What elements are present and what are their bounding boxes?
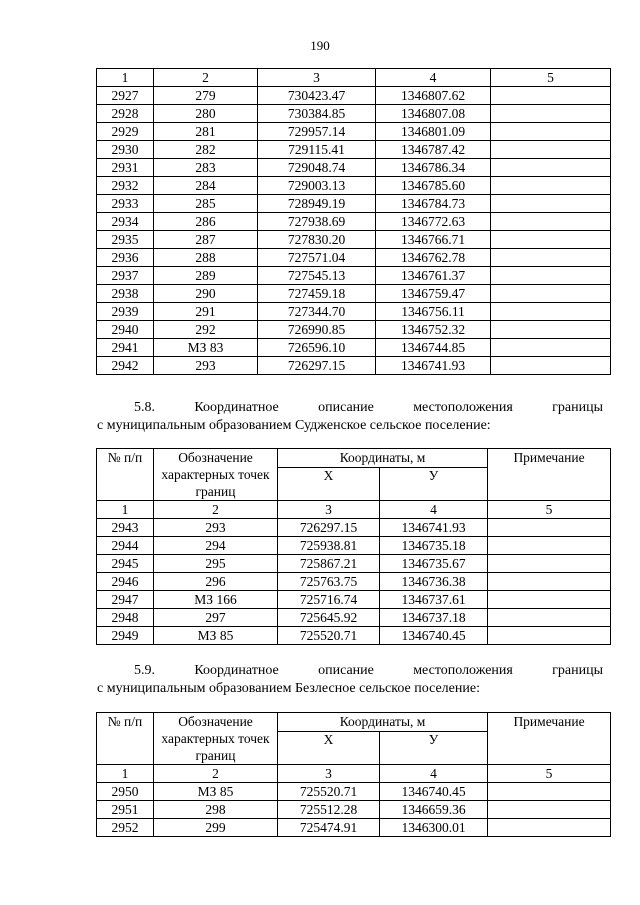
table-row — [97, 87, 611, 105]
point-designation-cell: 280 — [154, 105, 258, 123]
col-number: 5 — [488, 501, 611, 519]
x-coordinate-cell: 725512.28 — [278, 801, 380, 819]
x-coordinate-cell: 728949.19 — [258, 195, 376, 213]
table-row — [97, 591, 611, 609]
note-cell — [491, 159, 611, 177]
table-row — [97, 783, 611, 801]
y-coordinate-cell: 1346766.71 — [376, 231, 491, 249]
note-cell — [488, 819, 611, 837]
col-number: 3 — [278, 765, 380, 783]
row-number-cell: 2928 — [97, 105, 154, 123]
point-designation-cell: 297 — [154, 609, 278, 627]
point-designation-cell: 293 — [154, 519, 278, 537]
section-5-9-heading — [97, 662, 603, 698]
x-coordinate-cell: 725645.92 — [278, 609, 380, 627]
y-coordinate-cell: 1346801.09 — [376, 123, 491, 141]
col-number: 1 — [97, 69, 154, 87]
column-number-row — [97, 69, 611, 87]
point-designation-cell: 286 — [154, 213, 258, 231]
coordinates-table-continued — [96, 68, 611, 375]
table-row — [97, 105, 611, 123]
x-coordinate-cell: 725520.71 — [278, 783, 380, 801]
column-number-row — [97, 501, 611, 519]
heading-word: Координатное — [194, 400, 279, 415]
header-num: № п/п — [97, 713, 154, 765]
row-number-cell: 2946 — [97, 573, 154, 591]
header-y: У — [380, 732, 488, 765]
heading-word: описание — [318, 663, 374, 678]
point-designation-cell: 289 — [154, 267, 258, 285]
row-number-cell: 2932 — [97, 177, 154, 195]
column-number-row — [97, 765, 611, 783]
section-5-8-heading — [97, 399, 603, 435]
table-row — [97, 285, 611, 303]
y-coordinate-cell: 1346737.18 — [380, 609, 488, 627]
heading-word: границы — [552, 400, 603, 415]
col-number: 5 — [488, 765, 611, 783]
table-row — [97, 303, 611, 321]
header-y: У — [380, 468, 488, 501]
y-coordinate-cell: 1346741.93 — [380, 519, 488, 537]
header-note: Примечание — [488, 713, 611, 765]
col-number: 3 — [278, 501, 380, 519]
y-coordinate-cell: 1346786.34 — [376, 159, 491, 177]
y-coordinate-cell: 1346740.45 — [380, 783, 488, 801]
row-number-cell: 2950 — [97, 783, 154, 801]
col-number: 2 — [154, 69, 258, 87]
x-coordinate-cell: 726990.85 — [258, 321, 376, 339]
section-number: 5.8. — [134, 400, 155, 415]
row-number-cell: 2933 — [97, 195, 154, 213]
row-number-cell: 2931 — [97, 159, 154, 177]
row-number-cell: 2952 — [97, 819, 154, 837]
y-coordinate-cell: 1346300.01 — [380, 819, 488, 837]
row-number-cell: 2944 — [97, 537, 154, 555]
table-row — [97, 195, 611, 213]
row-number-cell: 2951 — [97, 801, 154, 819]
y-coordinate-cell: 1346807.08 — [376, 105, 491, 123]
header-coordinates: Координаты, м — [278, 449, 488, 468]
row-number-cell: 2943 — [97, 519, 154, 537]
y-coordinate-cell: 1346762.78 — [376, 249, 491, 267]
point-designation-cell: 291 — [154, 303, 258, 321]
header-x: Х — [278, 468, 380, 501]
note-cell — [491, 285, 611, 303]
row-number-cell: 2929 — [97, 123, 154, 141]
y-coordinate-cell: 1346807.62 — [376, 87, 491, 105]
y-coordinate-cell: 1346744.85 — [376, 339, 491, 357]
coordinates-table-bezlesnoe — [96, 712, 611, 837]
col-number: 4 — [380, 765, 488, 783]
x-coordinate-cell: 726297.15 — [278, 519, 380, 537]
point-designation-cell: 287 — [154, 231, 258, 249]
note-cell — [491, 141, 611, 159]
col-number: 2 — [154, 765, 278, 783]
x-coordinate-cell: 729003.13 — [258, 177, 376, 195]
x-coordinate-cell: 727344.70 — [258, 303, 376, 321]
note-cell — [491, 213, 611, 231]
row-number-cell: 2927 — [97, 87, 154, 105]
table-row — [97, 321, 611, 339]
table-row — [97, 555, 611, 573]
header-coordinates: Координаты, м — [278, 713, 488, 732]
table-row — [97, 231, 611, 249]
note-cell — [488, 591, 611, 609]
y-coordinate-cell: 1346785.60 — [376, 177, 491, 195]
table-row — [97, 213, 611, 231]
table-row — [97, 339, 611, 357]
col-number: 4 — [376, 69, 491, 87]
table-row — [97, 573, 611, 591]
point-designation-cell: МЗ 85 — [154, 627, 278, 645]
note-cell — [488, 555, 611, 573]
header-row — [97, 713, 611, 732]
table-row — [97, 519, 611, 537]
x-coordinate-cell: 725763.75 — [278, 573, 380, 591]
table-row — [97, 123, 611, 141]
header-designation: Обозначение характерных точек границ — [154, 713, 278, 765]
heading-word: описание — [318, 400, 374, 415]
note-cell — [491, 267, 611, 285]
point-designation-cell: 295 — [154, 555, 278, 573]
note-cell — [491, 231, 611, 249]
col-number: 1 — [97, 765, 154, 783]
header-designation: Обозначение характерных точек границ — [154, 449, 278, 501]
table-row — [97, 609, 611, 627]
y-coordinate-cell: 1346740.45 — [380, 627, 488, 645]
y-coordinate-cell: 1346659.36 — [380, 801, 488, 819]
header-note: Примечание — [488, 449, 611, 501]
y-coordinate-cell: 1346752.32 — [376, 321, 491, 339]
x-coordinate-cell: 725716.74 — [278, 591, 380, 609]
note-cell — [488, 573, 611, 591]
col-number: 1 — [97, 501, 154, 519]
y-coordinate-cell: 1346736.38 — [380, 573, 488, 591]
y-coordinate-cell: 1346756.11 — [376, 303, 491, 321]
note-cell — [491, 321, 611, 339]
heading-line: с муниципальным образованием Безлесное сельское поселение: — [97, 681, 480, 696]
y-coordinate-cell: 1346772.63 — [376, 213, 491, 231]
row-number-cell: 2947 — [97, 591, 154, 609]
header-x: Х — [278, 732, 380, 765]
x-coordinate-cell: 730423.47 — [258, 87, 376, 105]
x-coordinate-cell: 727459.18 — [258, 285, 376, 303]
x-coordinate-cell: 725867.21 — [278, 555, 380, 573]
point-designation-cell: 285 — [154, 195, 258, 213]
row-number-cell: 2940 — [97, 321, 154, 339]
note-cell — [491, 339, 611, 357]
point-designation-cell: 288 — [154, 249, 258, 267]
row-number-cell: 2936 — [97, 249, 154, 267]
table-row — [97, 249, 611, 267]
note-cell — [488, 609, 611, 627]
point-designation-cell: МЗ 166 — [154, 591, 278, 609]
y-coordinate-cell: 1346759.47 — [376, 285, 491, 303]
point-designation-cell: 293 — [154, 357, 258, 375]
row-number-cell: 2942 — [97, 357, 154, 375]
row-number-cell: 2937 — [97, 267, 154, 285]
point-designation-cell: 283 — [154, 159, 258, 177]
x-coordinate-cell: 726297.15 — [258, 357, 376, 375]
table-row — [97, 177, 611, 195]
point-designation-cell: 290 — [154, 285, 258, 303]
note-cell — [488, 627, 611, 645]
table-row — [97, 159, 611, 177]
note-cell — [491, 303, 611, 321]
table-row — [97, 267, 611, 285]
y-coordinate-cell: 1346741.93 — [376, 357, 491, 375]
row-number-cell: 2930 — [97, 141, 154, 159]
point-designation-cell: МЗ 85 — [154, 783, 278, 801]
row-number-cell: 2938 — [97, 285, 154, 303]
row-number-cell: 2949 — [97, 627, 154, 645]
row-number-cell: 2935 — [97, 231, 154, 249]
y-coordinate-cell: 1346784.73 — [376, 195, 491, 213]
table-row — [97, 801, 611, 819]
note-cell — [488, 537, 611, 555]
note-cell — [491, 87, 611, 105]
point-designation-cell: 292 — [154, 321, 258, 339]
heading-word: местоположения — [413, 663, 513, 678]
x-coordinate-cell: 727830.20 — [258, 231, 376, 249]
row-number-cell: 2941 — [97, 339, 154, 357]
x-coordinate-cell: 729957.14 — [258, 123, 376, 141]
x-coordinate-cell: 727938.69 — [258, 213, 376, 231]
header-row — [97, 449, 611, 468]
note-cell — [491, 177, 611, 195]
point-designation-cell: 282 — [154, 141, 258, 159]
x-coordinate-cell: 727545.13 — [258, 267, 376, 285]
note-cell — [488, 783, 611, 801]
table-row — [97, 141, 611, 159]
section-number: 5.9. — [134, 663, 155, 678]
point-designation-cell: 298 — [154, 801, 278, 819]
page-number: 190 — [310, 38, 330, 53]
point-designation-cell: 294 — [154, 537, 278, 555]
point-designation-cell: МЗ 83 — [154, 339, 258, 357]
note-cell — [491, 357, 611, 375]
header-num: № п/п — [97, 449, 154, 501]
col-number: 5 — [491, 69, 611, 87]
y-coordinate-cell: 1346735.67 — [380, 555, 488, 573]
note-cell — [491, 195, 611, 213]
col-number: 3 — [258, 69, 376, 87]
x-coordinate-cell: 729115.41 — [258, 141, 376, 159]
y-coordinate-cell: 1346737.61 — [380, 591, 488, 609]
heading-word: местоположения — [413, 400, 513, 415]
coordinates-table-sudzha — [96, 448, 611, 645]
heading-line: с муниципальным образованием Суджeнское сельское поселение: — [97, 418, 491, 433]
row-number-cell: 2945 — [97, 555, 154, 573]
col-number: 4 — [380, 501, 488, 519]
heading-word: Координатное — [194, 663, 279, 678]
x-coordinate-cell: 725520.71 — [278, 627, 380, 645]
note-cell — [488, 519, 611, 537]
col-number: 2 — [154, 501, 278, 519]
x-coordinate-cell: 725938.81 — [278, 537, 380, 555]
table-row — [97, 819, 611, 837]
table-row — [97, 537, 611, 555]
x-coordinate-cell: 725474.91 — [278, 819, 380, 837]
row-number-cell: 2939 — [97, 303, 154, 321]
x-coordinate-cell: 726596.10 — [258, 339, 376, 357]
point-designation-cell: 299 — [154, 819, 278, 837]
row-number-cell: 2948 — [97, 609, 154, 627]
note-cell — [491, 249, 611, 267]
point-designation-cell: 279 — [154, 87, 258, 105]
y-coordinate-cell: 1346761.37 — [376, 267, 491, 285]
point-designation-cell: 296 — [154, 573, 278, 591]
point-designation-cell: 281 — [154, 123, 258, 141]
table-row — [97, 357, 611, 375]
x-coordinate-cell: 730384.85 — [258, 105, 376, 123]
y-coordinate-cell: 1346735.18 — [380, 537, 488, 555]
point-designation-cell: 284 — [154, 177, 258, 195]
note-cell — [488, 801, 611, 819]
heading-word: границы — [552, 663, 603, 678]
note-cell — [491, 105, 611, 123]
y-coordinate-cell: 1346787.42 — [376, 141, 491, 159]
row-number-cell: 2934 — [97, 213, 154, 231]
table-row — [97, 627, 611, 645]
x-coordinate-cell: 727571.04 — [258, 249, 376, 267]
x-coordinate-cell: 729048.74 — [258, 159, 376, 177]
note-cell — [491, 123, 611, 141]
